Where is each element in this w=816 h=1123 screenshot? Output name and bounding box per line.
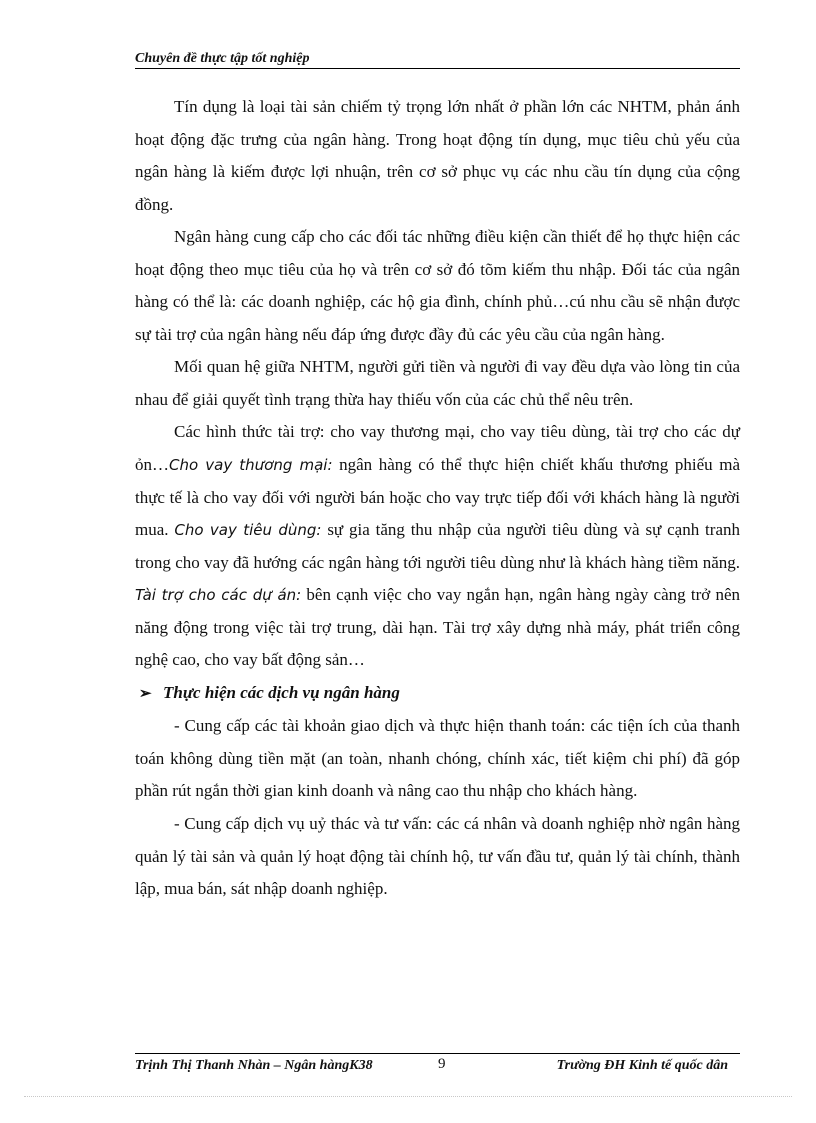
page-footer (135, 1053, 740, 1078)
paragraph-financing-forms (135, 416, 740, 676)
paragraph-credit: Tín dụng là loại tài sản chiếm tỷ trọng lớn nhất ở phần lớn các NHTM, phản ánh hoạt động đặc trưng của ngân hàng. Trong hoạt động tín dụng, mục tiêu chủ yếu của ngân hàng là kiếm được lợi nhuận, trên cơ sở phục vụ các nhu cầu tín dụng của cộng đồng. (135, 97, 740, 214)
section-heading (135, 677, 740, 711)
paragraph-payment-services: - Cung cấp các tài khoản giao dịch và thực hiện thanh toán: các tiện ích của thanh toán không dùng tiền mặt (an toàn, nhanh chóng, chính xác, tiết kiệm chi phí) đã góp phần rút ngắn thời gian kinh doanh và nâng cao thu nhập cho khách hàng. (135, 716, 740, 801)
commercial-loan-text: ngân hàng có thể thực hiện chiết khấu thương phiếu mà thực tế là cho vay đối với người bán hoặc cho vay trực tiếp đối với khách hàng là người mua. (135, 455, 740, 540)
paragraph-partners: Ngân hàng cung cấp cho các đối tác những điều kiện cần thiết để họ thực hiện các hoạt động theo mục tiêu của họ và trên cơ sở đó tõm kiếm thu nhập. Đối tác của ngân hàng có thể là: các doanh nghiệp, các hộ gia đình, chính phủ…cú nhu cầu sẽ nhận được sự tài trợ của ngân hàng nếu đáp ứng được đầy đủ các yêu cầu của ngân hàng. (135, 227, 740, 344)
term-commercial-loan: Cho vay thương mại: (169, 456, 333, 475)
paragraph-relationship: Mối quan hệ giữa NHTM, người gửi tiền và người đi vay đều dựa vào lòng tin của nhau để giải quyết tình trạng thừa hay thiếu vốn của các chủ thể nêu trên. (135, 357, 740, 409)
arrow-bullet-icon: ➢ (139, 685, 152, 702)
page-number: 9 (438, 1056, 446, 1072)
page-header (135, 48, 740, 69)
project-financing-text: bên cạnh việc cho vay ngắn hạn, ngân hàng ngày càng trở nên năng động trong việc tài trợ trung, dài hạn. Tài trợ xây dựng nhà máy, phát triển công nghệ cao, cho vay bất động sản… (135, 585, 740, 670)
consumer-loan-text: sự gia tăng thu nhập của người tiêu dùng và sự cạnh tranh trong cho vay đã hướng các ngân hàng tới người tiêu dùng như là khách hàng tiềm năng. (135, 520, 740, 572)
term-project-financing: Tài trợ cho các dự án: (135, 586, 302, 605)
footer-school: Trường ĐH Kinh tế quốc dân (556, 1058, 728, 1073)
section-heading-text: Thực hiện các dịch vụ ngân hàng (163, 682, 400, 702)
document-body (135, 91, 740, 906)
page-edge-divider (24, 1096, 792, 1097)
footer-author: Trịnh Thị Thanh Nhàn – Ngân hàngK38 (135, 1058, 373, 1073)
financing-intro: Các hình thức tài trợ: cho vay thương mại, cho vay tiêu dùng, tài trợ cho các dự ỏn… (135, 422, 740, 475)
paragraph-advisory-services: - Cung cấp dịch vụ uỷ thác và tư vấn: các cá nhân và doanh nghiệp nhờ ngân hàng quản lý tài sản và quản lý hoạt động tài chính hộ, tư vấn đầu tư, quản lý tài chính, thành lập, mua bán, sát nhập doanh nghiệp. (135, 814, 740, 899)
term-consumer-loan: Cho vay tiêu dùng: (174, 521, 322, 540)
header-title: Chuyên đề thực tập tốt nghiệp (135, 51, 310, 66)
